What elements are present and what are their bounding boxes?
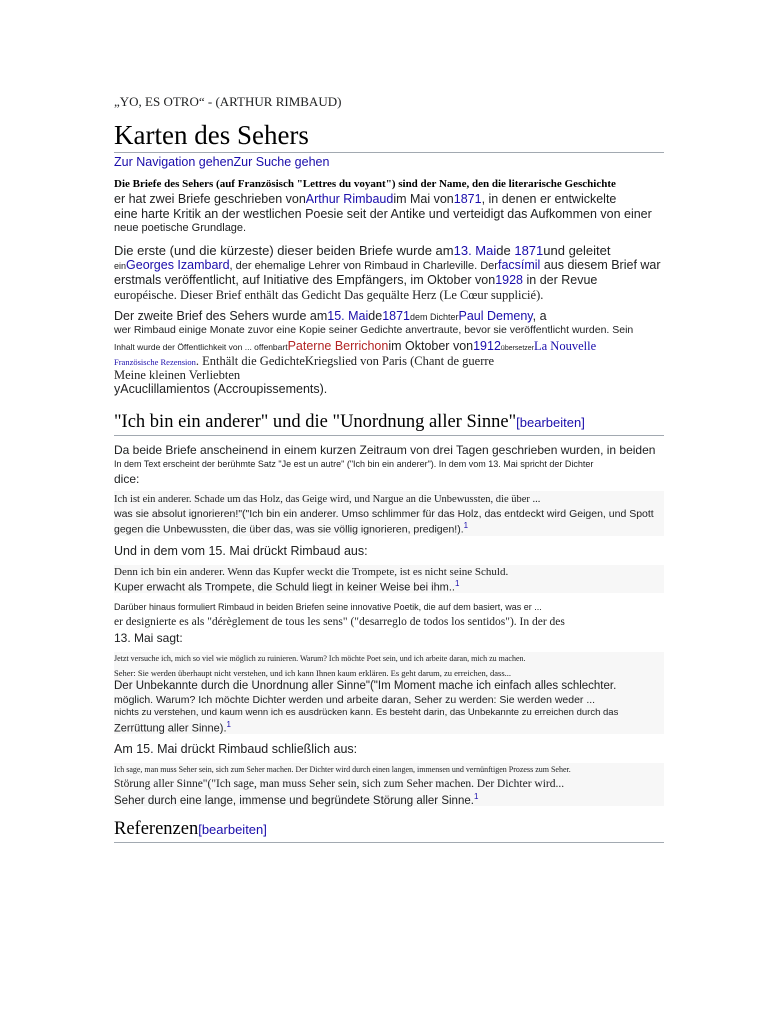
p5: Und in dem vom 15. Mai drückt Rimbaud aus: — [114, 544, 368, 558]
p2-text: , der ehemalige Lehrer von Rimbaud in Charleville. Der — [229, 260, 498, 272]
link-1871[interactable]: 1871 — [453, 192, 482, 206]
page-title: Karten des Sehers — [114, 120, 309, 150]
p2-line-3 — [114, 273, 597, 287]
quote-3-line-5: nichts zu verstehen, und kaum wenn ich es ausdrücken kann. Es besteht darin, das Unbekannte zu erreichen durch das — [114, 707, 619, 718]
section-heading-text: Referenzen — [114, 819, 199, 839]
title-divider — [114, 152, 664, 153]
p2-text: ein — [114, 261, 127, 271]
quote-text: Zerrüttung aller Sinne). — [114, 722, 227, 735]
p3-line-2: wer Rimbaud einige Monate zuvor eine Kopie seiner Gedichte anvertraute, bevor sie veröffentlicht wurden. Sein — [114, 324, 634, 336]
quote-3-line-1: Jetzt versuche ich, mich so viel wie möglich zu ruinieren. Warum? Ich möchte Poet sein, und ich arbeite daran, mich zu machen. — [114, 654, 526, 663]
quote-4-line-1: Ich sage, man muss Seher sein, sich zum Seher machen. Der Dichter wird durch einen langen, immensen und vernünftigen Prozess zum Seher. — [114, 765, 571, 774]
quote-3-line-6 — [114, 720, 231, 735]
p6-line-2: er designierte es als "dérèglement de tous les sens" ("desarreglo de todos los sentidos"). In der des — [114, 616, 565, 628]
p2-line-1 — [114, 243, 611, 258]
p3-text: dem Dichter — [410, 312, 459, 322]
p2-text: Die erste (und die kürzeste) dieser beiden Briefe wurde am — [114, 243, 454, 258]
p3-line-6: yAcuclillamientos (Accroupissements). — [114, 382, 328, 396]
p2-text: in der Revue — [523, 273, 598, 287]
quote-3-line-4: möglich. Warum? Ich möchte Dichter werden und arbeite daran, Seher zu werden: Sie werden weder ... — [114, 694, 596, 706]
document-top-title: „YO, ES OTRO“ - (ARTHUR RIMBAUD) — [114, 94, 342, 109]
p3-text: . Enthält die Gedichte — [195, 354, 305, 368]
quote-4-line-2: Störung aller Sinne"("Ich sage, man muss Seher sein, sich zum Seher machen. Der Dichter wird... — [114, 778, 565, 790]
p3-line-1 — [114, 309, 547, 323]
p6-line-3: 13. Mai sagt: — [114, 631, 183, 645]
intro-line-3: eine harte Kritik an der westlichen Poesie seit der Antike und verteidigt das Aufkommen von einer — [114, 207, 652, 221]
intro-line-2 — [114, 192, 616, 206]
intro-line-1: Die Briefe des Sehers (auf Französisch "Lettres du voyant") sind der Name, den die literarische Geschichte — [114, 178, 616, 190]
intro-text: er hat zwei Briefe geschrieben von — [114, 192, 306, 206]
p2-line-4: européische. Dieser Brief enthält das Gedicht Das gequälte Herz (Le Cœur supplicié). — [114, 288, 544, 302]
intro-text: im Mai von — [393, 192, 454, 206]
section-divider — [114, 842, 664, 843]
p6-line-1: Darüber hinaus formuliert Rimbaud in beiden Briefen seine innovative Poetik, die auf dem basiert, was er ... — [114, 602, 542, 612]
reference-marker[interactable]: 1 — [226, 720, 231, 729]
quote-1-line-3 — [114, 521, 468, 536]
p3-line-5: Meine kleinen Verliebten — [114, 368, 241, 382]
search-link[interactable]: Zur Suche gehen — [233, 155, 330, 169]
link-paterne-berrichon[interactable]: Paterne Berrichon — [287, 339, 389, 353]
p2-text: de — [496, 243, 515, 258]
link-1912[interactable]: 1912 — [473, 339, 501, 353]
p3-text: übersetzer — [500, 345, 534, 352]
p3-text: im Oktober von — [388, 339, 474, 353]
link-1928[interactable]: 1928 — [495, 273, 524, 287]
p7: Am 15. Mai drückt Rimbaud schließlich aus: — [114, 742, 358, 756]
edit-section-link[interactable]: [bearbeiten] — [516, 415, 585, 430]
link-15-mai[interactable]: 15. Mai — [327, 309, 369, 323]
quote-2-line-1: Denn ich bin ein anderer. Wenn das Kupfer weckt die Trompete, ist es nicht seine Schuld. — [114, 566, 509, 578]
p3-text: Inhalt wurde der Öffentlichkeit von ... offenbart — [114, 342, 288, 352]
reference-marker[interactable]: 1 — [463, 521, 469, 530]
p4-line-3: dice: — [114, 472, 140, 486]
reference-marker[interactable]: 1 — [473, 792, 479, 801]
jump-links — [114, 155, 329, 169]
link-arthur-rimbaud[interactable]: Arthur Rimbaud — [305, 192, 394, 206]
edit-section-link[interactable]: [bearbeiten] — [198, 822, 267, 837]
p2-text: aus diesem Brief war — [540, 258, 661, 272]
nav-link[interactable]: Zur Navigation gehen — [114, 155, 234, 169]
link-1871[interactable]: 1871 — [514, 243, 544, 258]
section-divider — [114, 435, 664, 436]
link-franzoesische-rezension[interactable]: Französische Rezension — [114, 357, 196, 367]
intro-line-4: neue poetische Grundlage. — [114, 222, 247, 234]
link-la-nouvelle[interactable]: La Nouvelle — [534, 339, 597, 353]
link-13-mai[interactable]: 13. Mai — [453, 243, 497, 258]
p2-text: erstmals veröffentlicht, auf Initiative des Empfängers, im Oktober von — [114, 273, 496, 287]
quote-3-line-3: Der Unbekannte durch die Unordnung aller Sinne"("Im Moment mache ich einfach alles schlechter. — [114, 680, 617, 692]
link-georges-izambard[interactable]: Georges Izambard — [126, 258, 230, 272]
reference-marker[interactable]: 1 — [454, 579, 460, 588]
p3-line-3 — [114, 339, 596, 354]
quote-2-line-2 — [114, 579, 459, 594]
quote-4-line-3 — [114, 792, 478, 807]
p3-text: , a — [532, 309, 547, 323]
p3-line-4 — [114, 354, 494, 369]
p3-text: Der zweite Brief des Sehers wurde am — [114, 309, 328, 323]
link-paul-demeny[interactable]: Paul Demeny — [458, 309, 533, 323]
section-heading-ich-bin — [114, 412, 585, 433]
p2-text: und geleitet — [543, 243, 611, 258]
p3-text: Kriegslied von Paris (Chant de guerre — [304, 354, 495, 368]
p2-line-2 — [114, 258, 661, 272]
p4-line-1: Da beide Briefe anscheinend in einem kurzen Zeitraum von drei Tagen geschrieben wurden, in beiden — [114, 443, 656, 457]
p3-text: de — [368, 309, 383, 323]
quote-text: Seher durch eine lange, immense und begründete Störung aller Sinne. — [114, 794, 474, 807]
p4-line-2: In dem Text erscheint der berühmte Satz "Je est un autre" ("Ich bin ein anderer"). In dem vom 13. Mai spricht der Dichter — [114, 459, 594, 469]
intro-text: , in denen er entwickelte — [481, 192, 617, 206]
quote-1-line-1: Ich ist ein anderer. Schade um das Holz, das Geige wird, und Nargue an die Unbewussten, die über ... — [114, 494, 541, 505]
quote-1-line-2: was sie absolut ignorieren!"("Ich bin ein anderer. Umso schlimmer für das Holz, das entdeckt wird Geigen, und Spott — [114, 508, 654, 520]
link-facsimil[interactable]: facsímil — [497, 258, 541, 272]
quote-text: gegen die Unbewussten, die über das, was sie völlig ignorieren, predigen!). — [114, 523, 464, 536]
section-heading-referenzen — [114, 819, 267, 840]
quote-text: Kuper erwacht als Trompete, die Schuld liegt in keiner Weise bei ihm.. — [114, 581, 455, 594]
link-1871[interactable]: 1871 — [382, 309, 410, 323]
section-heading-text: "Ich bin ein anderer" und die "Unordnung aller Sinne" — [114, 412, 517, 432]
quote-3-line-2: Seher: Sie werden überhaupt nicht verstehen, und ich kann Ihnen kaum erklären. Es geht darum, zu erreichen, dass... — [114, 668, 512, 678]
